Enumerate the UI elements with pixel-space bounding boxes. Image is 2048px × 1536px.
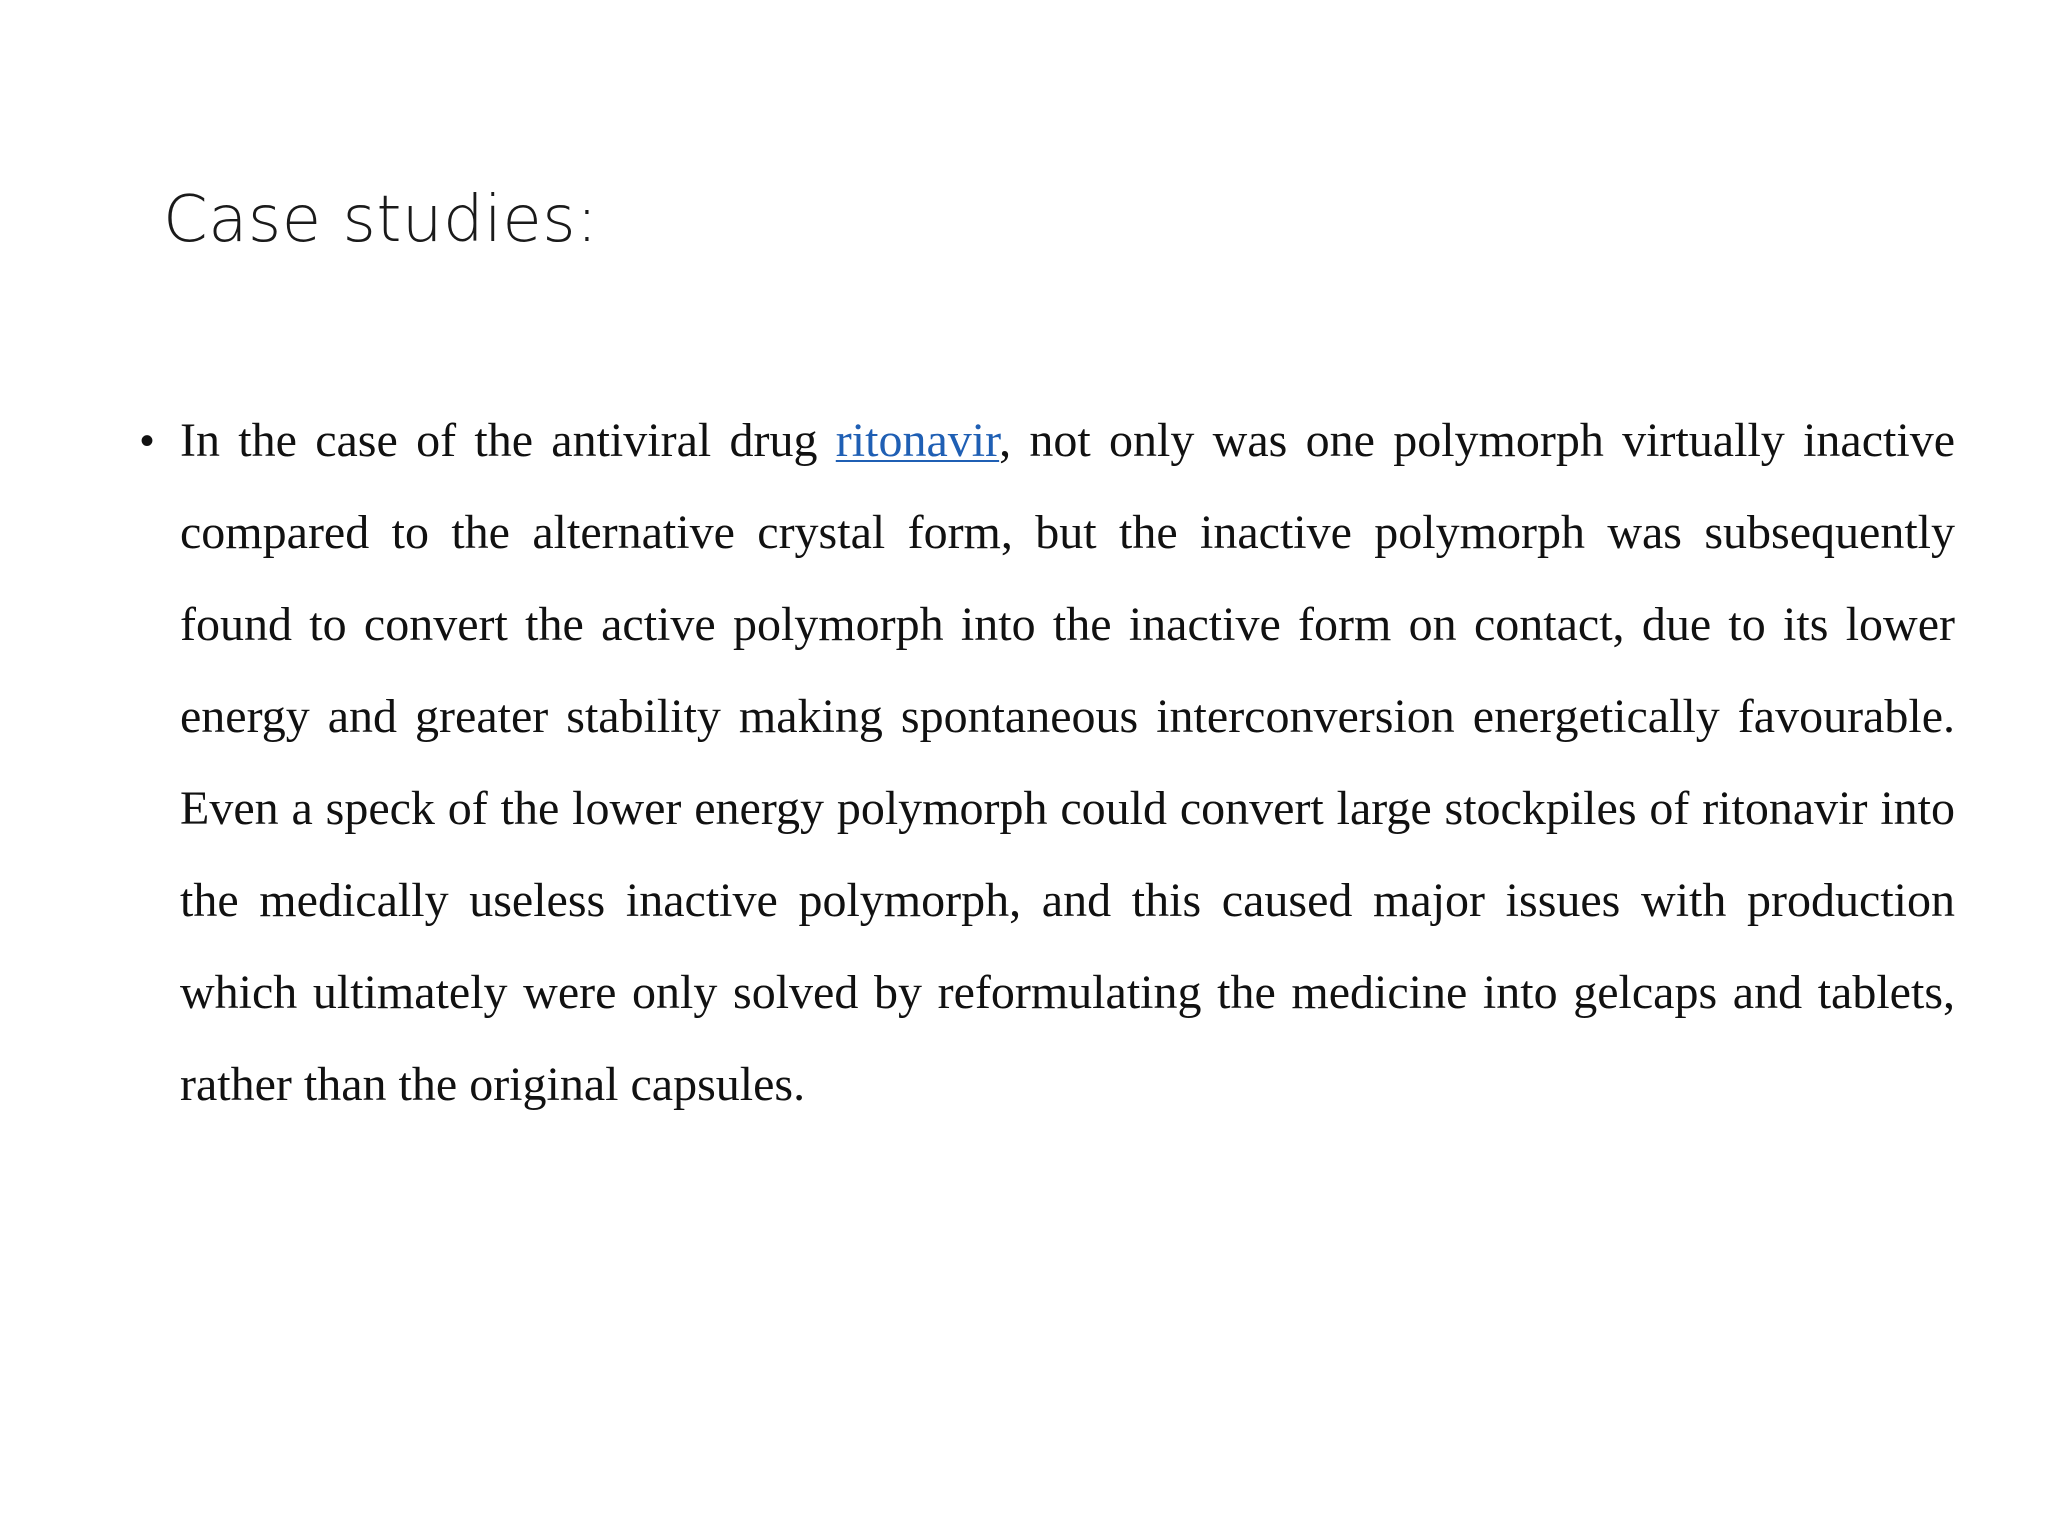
ritonavir-link[interactable]: ritonavir bbox=[835, 414, 1000, 467]
paragraph-text-after-link: , not only was one polymorph virtually inactive compared to the alternative crystal form, but the inactive polymorph was subsequently found to convert the active polymorph into the inactive form on contact, due to its lower energy and greater stability making spontaneous interconversion energetically favourable. Even a speck of the lower energy polymorph could convert large stockpiles of ritonavir into the medically useless inactive polymorph, and this caused major issues with production which ultimately were only solved by reformulating the medicine into gelcaps and tablets, rather than the original capsules. bbox=[180, 414, 1955, 1111]
bullet-list bbox=[140, 395, 1955, 1131]
bullet-item bbox=[140, 395, 1955, 1131]
slide-title: Case studies: bbox=[163, 183, 599, 257]
bullet-marker: • bbox=[140, 419, 155, 463]
paragraph-text-before-link: In the case of the antiviral drug bbox=[180, 414, 836, 467]
